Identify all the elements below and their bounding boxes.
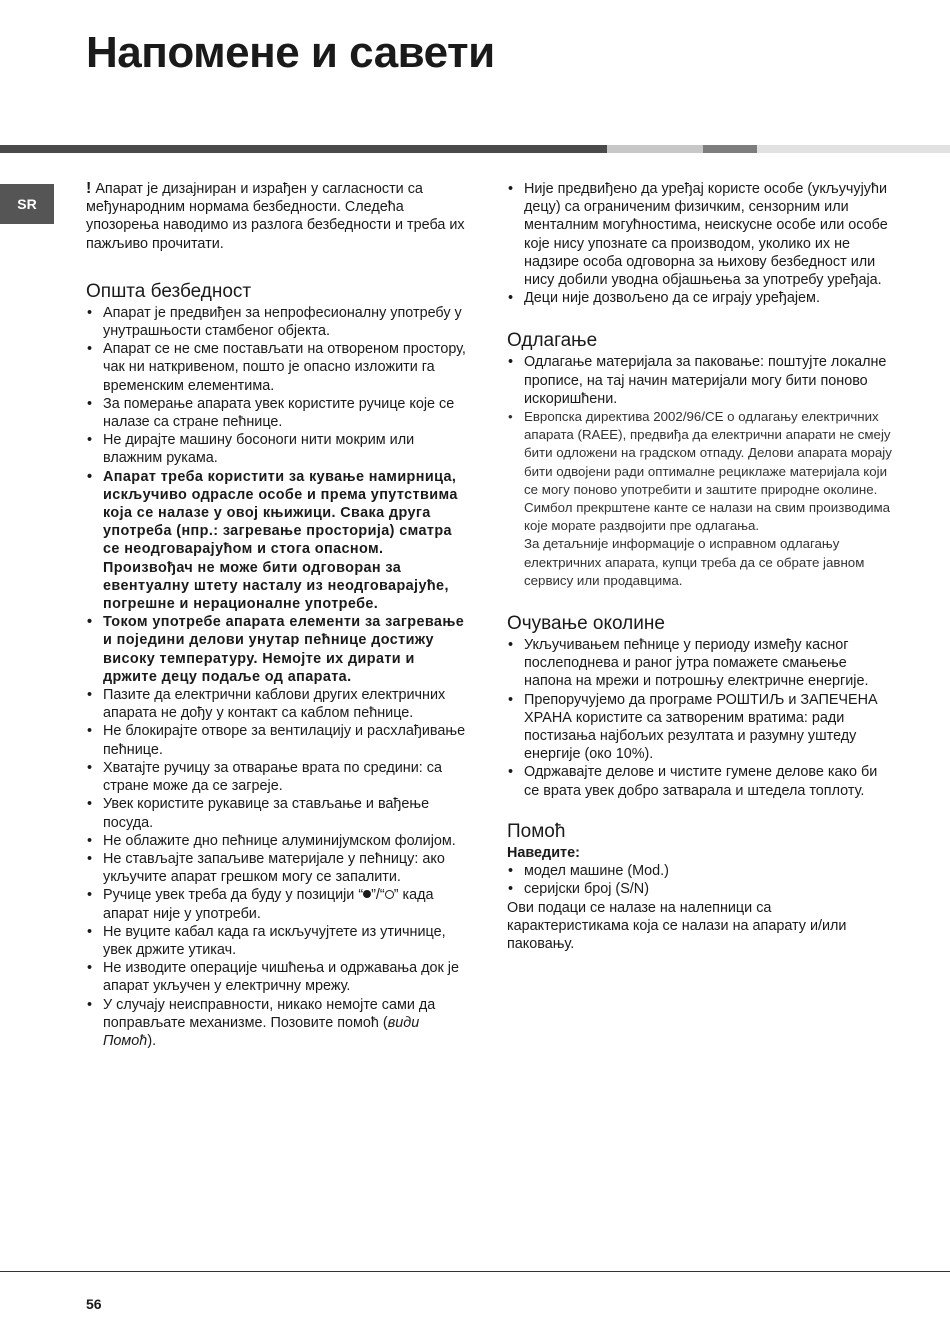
header-rule-light xyxy=(607,145,703,153)
list-item: • Укључивањем пећнице у периоду између касног послеподнева и раног јутра помажете смањење напона на мрежи и потрошњу електричне енергије. xyxy=(507,636,892,691)
list-item-knob xyxy=(86,886,466,922)
list-item: • Пазите да електрични каблови других електричних апарата не дођу у контакт са каблом пећнице. xyxy=(86,686,466,722)
list-item-directive xyxy=(507,408,892,590)
filled-circle-icon xyxy=(363,890,371,898)
help-list xyxy=(507,862,892,898)
list-item: • серијски број (S/N) xyxy=(507,880,892,898)
right-column xyxy=(507,180,892,953)
list-item: • Није предвиђено да уређај користе особе (укључујући децу) са ограниченим физичким, сензорним или менталним могућностима, неискусне особе или особе које нису упознате са производом, уколико их не надзире особа одговорна за њихову безбедност или нису добили уводна објашњења за употребу уређаја. xyxy=(507,180,892,289)
list-item: • Апарат се не сме постављати на отвореном простору, чак ни наткривеном, пошто је опасно изложити га временским елементима. xyxy=(86,340,466,395)
environment-list xyxy=(507,636,892,800)
help-subheading: Наведите: xyxy=(507,844,580,861)
general-safety-heading: Општа безбедност xyxy=(86,280,252,302)
list-item: • модел машине (Mod.) xyxy=(507,862,892,880)
environment-heading: Очување околине xyxy=(507,613,665,635)
list-item: • Не дирајте машину босоноги нити мокрим или влажним рукама. xyxy=(86,431,466,467)
last-item-text: У случају неисправности, никако немојте сами да поправљате механизме. Позовите помоћ ( xyxy=(103,996,436,1031)
last-item-end: ). xyxy=(147,1032,157,1049)
header-rule-pale xyxy=(757,145,950,153)
list-item-bold: • Током употребе апарата елементи за загревање и поједини делови унутар пећнице достижу високу температуру. Немојте их дирати и држите децу подаље од апарата. xyxy=(86,613,466,686)
help-heading: Помоћ xyxy=(507,820,566,842)
header-rule-dark xyxy=(0,145,607,153)
empty-circle-icon xyxy=(385,890,394,899)
page-title: Напомене и савети xyxy=(86,28,495,77)
list-item: • Апарат је предвиђен за непрофесионалну употребу у унутрашњости стамбеног објекта. xyxy=(86,304,466,340)
page-number: 56 xyxy=(86,1296,102,1312)
intro-text: Апарат је дизајниран и израђен у сагласности са међународним нормама безбедности. Следећа упозорења наводимо из разлога безбедности и треба их пажљиво прочитати. xyxy=(86,181,465,252)
list-item: • Не стављајте запаљиве материјале у пећницу: ако укључите апарат грешком могу се запалити. xyxy=(86,850,466,886)
directive-text: Европска директива 2002/96/CE о одлагању електричних апарата (RAEE), предвиђа да електрични апарати не смеју бити одложени на градском отпаду. Делови апарата морају бити одвојени ради оптималне рециклаже материјала који се могу поново употребити и заштите природне околине. Симбол прекрштене канте се налази на свим производима које морате раздвојити пре одлагања. xyxy=(524,409,892,534)
list-item: • Не вуците кабал када га искључујтете из утичнице, увек држите утикач. xyxy=(86,923,466,959)
warning-mark: ! xyxy=(86,180,92,197)
disposal-list xyxy=(507,353,892,590)
list-item: • Препоручујемо да програме РОШТИЉ и ЗАПЕЧЕНА ХРАНА користите са затвореним вратима: ради постизања најбољих резултата и разумну уштеду енергије (око 10%). xyxy=(507,691,892,764)
knob-text-sep: ”/“ xyxy=(371,887,385,904)
footer-rule xyxy=(0,1271,950,1272)
right-top-list xyxy=(507,180,892,307)
list-item: • Увек користите рукавице за стављање и вађење посуда. xyxy=(86,795,466,831)
list-item: • Не блокирајте отворе за вентилацију и расхлађивање пећнице. xyxy=(86,722,466,758)
list-item-bold: • Апарат треба користити за кување намирница, искључиво одрасле особе и према упутствима која се налазе у овој књижици. Свака друга употреба (нпр.: загревање просторија) сматра се неодговарајућом и стога опасном. Произвођач не може бити одговоран за евентуалну штету насталу из неодговарајуће, погрешне и нерационалне употребе. xyxy=(86,468,466,614)
list-item-last xyxy=(86,996,466,1051)
list-item: • Не изводите операције чишћења и одржавања док је апарат укључен у електричну мрежу. xyxy=(86,959,466,995)
list-item: • Хватајте ручицу за отварање врата по средини: са стране може да се загреје. xyxy=(86,759,466,795)
list-item: • Не облажите дно пећнице алуминијумском фолијом. xyxy=(86,832,466,850)
help-note: Ови подаци се налазе на налепници са карактеристикама која се налази на апарату и/или паковању. xyxy=(507,899,847,952)
header-rule-mid xyxy=(703,145,757,153)
see-help-reference: види Помоћ xyxy=(103,1014,420,1049)
language-tab: SR xyxy=(0,184,54,224)
knob-text-after: ” када апарат није у употреби. xyxy=(103,887,434,922)
list-item: • Деци није дозвољено да се играју уређајем. xyxy=(507,289,892,307)
list-item: • Одржавајте делове и чистите гумене делове како би се врата увек добро затварала и штедела топлоту. xyxy=(507,763,892,799)
list-item: • За померање апарата увек користите ручице које се налазе са стране пећнице. xyxy=(86,395,466,431)
left-column xyxy=(86,180,466,1050)
disposal-heading: Одлагање xyxy=(507,330,598,352)
list-item: • Одлагање материјала за паковање: поштујте локалне прописе, на тај начин материјали могу бити поново искоришћени. xyxy=(507,353,892,408)
general-safety-list xyxy=(86,304,466,1050)
intro-paragraph xyxy=(86,180,466,253)
directive-extra: За детаљније информације о исправном одлагању електричних апарата, купци треба да се обрате јавном сервису или продавцима. xyxy=(524,536,865,588)
knob-text-before: Ручице увек треба да буду у позицији “ xyxy=(103,887,364,904)
